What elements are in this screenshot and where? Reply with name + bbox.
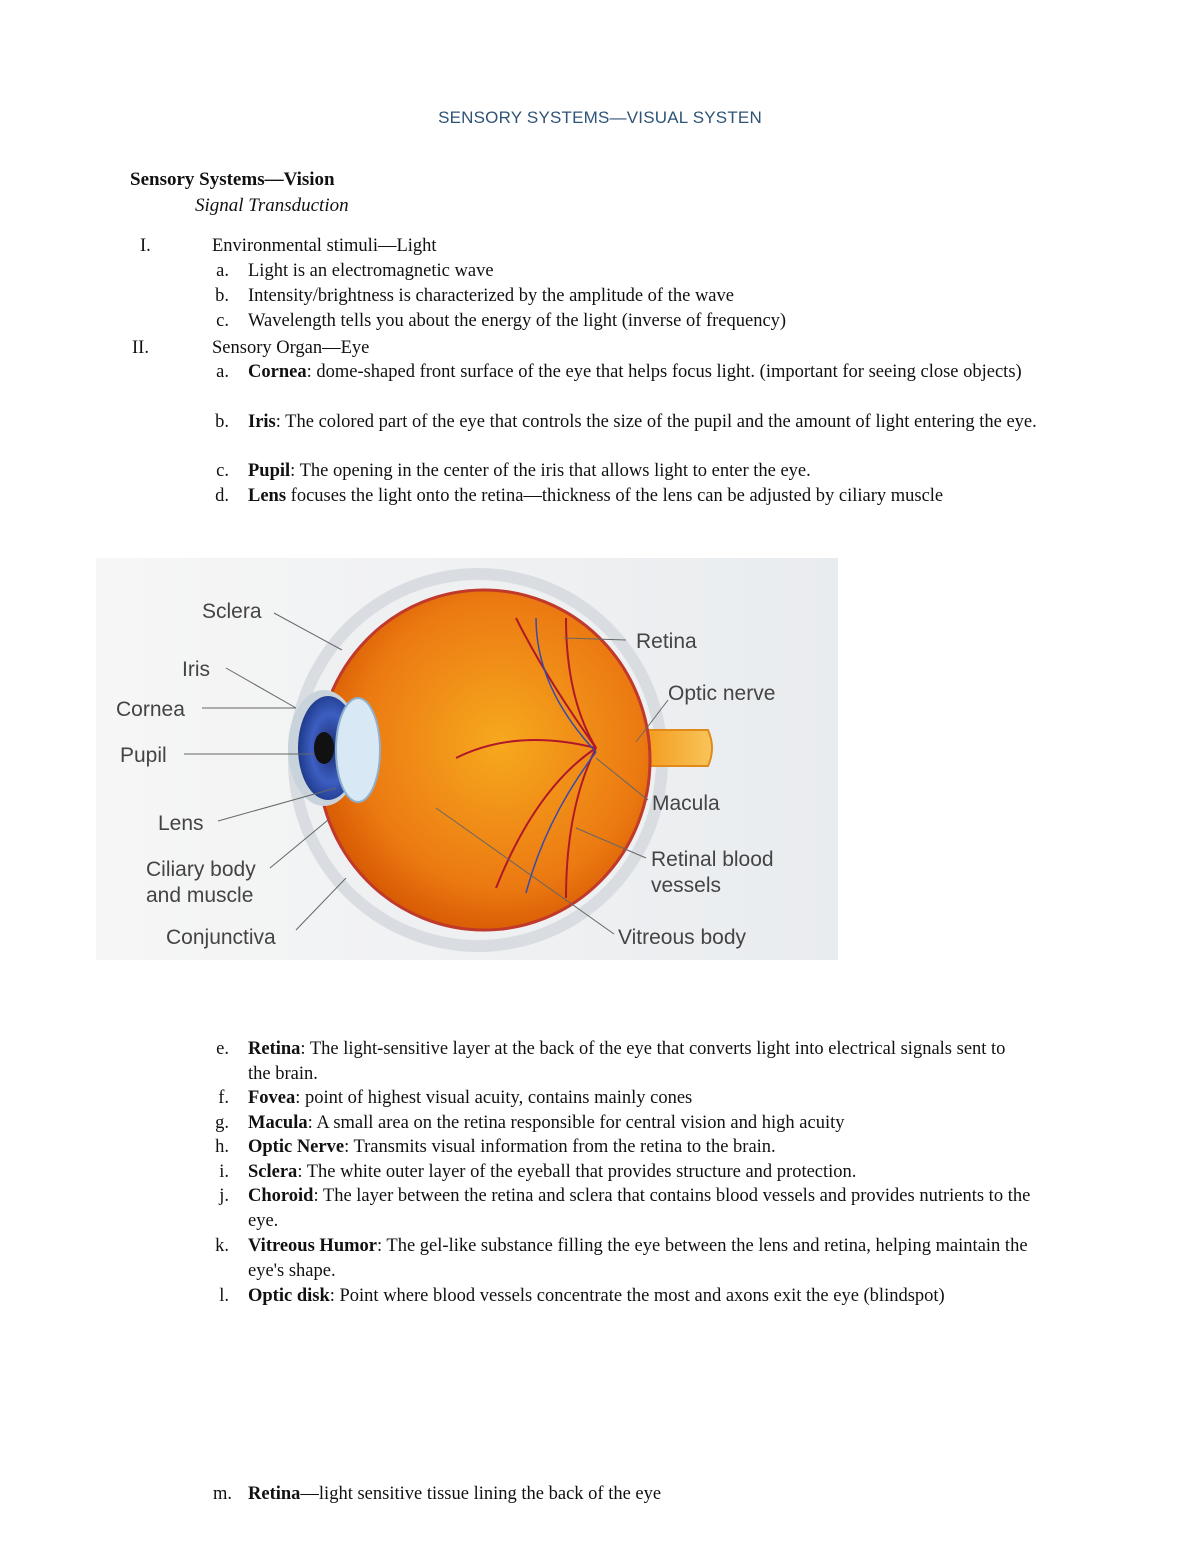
term: Macula — [248, 1113, 308, 1133]
term: Iris — [248, 412, 276, 432]
list-item — [248, 1160, 1108, 1185]
term: Lens — [248, 486, 287, 506]
term: Fovea — [248, 1088, 296, 1108]
section-heading: Sensory Systems—Vision — [130, 169, 335, 190]
definition: : A small area on the retina responsible for central vision and high acuity — [307, 1113, 845, 1133]
definition: : The colored part of the eye that controls the size of the pupil and the amount of light entering the eye. — [275, 412, 1037, 432]
list-item — [248, 1482, 1108, 1507]
list-marker: h. — [215, 1137, 229, 1157]
definition: : The white outer layer of the eyeball that provides structure and protection. — [297, 1162, 857, 1182]
label-lens: Lens — [158, 812, 204, 835]
term: Choroid — [248, 1186, 314, 1206]
list-marker: c. — [216, 461, 229, 481]
list-item — [248, 1234, 1058, 1284]
term: Cornea — [248, 362, 307, 382]
definition: focuses the light onto the retina—thickness of the lens can be adjusted by ciliary muscle — [286, 486, 944, 506]
section-subheading: Signal Transduction — [195, 195, 349, 216]
definition: : The opening in the center of the iris that allows light to enter the eye. — [290, 461, 811, 481]
term: Optic Nerve — [248, 1137, 345, 1157]
list-marker: a. — [216, 261, 229, 281]
eye-anatomy-diagram — [96, 558, 838, 960]
list-marker: b. — [215, 286, 229, 306]
label-sclera: Sclera — [202, 600, 262, 623]
roman-numeral-2: II. — [132, 338, 149, 358]
label-pupil: Pupil — [120, 744, 167, 767]
list-marker: f. — [218, 1088, 229, 1108]
label-optic-nerve: Optic nerve — [668, 682, 776, 705]
label-macula: Macula — [652, 792, 720, 815]
list-marker: d. — [215, 486, 229, 506]
lens-shape — [336, 698, 380, 802]
definition: : dome-shaped front surface of the eye that helps focus light. (important for seeing close objects) — [306, 362, 1022, 382]
definition: : The gel-like substance filling the eye between the lens and retina, helping maintain the eye's shape. — [248, 1236, 1028, 1281]
label-ciliary-muscle: and muscle — [146, 884, 254, 907]
definition: —light sensitive tissue lining the back of the eye — [300, 1484, 662, 1504]
list-marker: m. — [212, 1484, 232, 1504]
label-retinal-vessels: vessels — [651, 874, 722, 897]
list-marker: e. — [216, 1039, 229, 1059]
pupil-shape — [314, 732, 334, 764]
list-marker: k. — [215, 1236, 229, 1256]
list-item — [248, 459, 1108, 484]
list-item — [248, 1111, 1108, 1136]
list-marker: g. — [215, 1113, 229, 1133]
definition: : Point where blood vessels concentrate the most and axons exit the eye (blindspot) — [329, 1286, 945, 1306]
list-marker: c. — [216, 311, 229, 331]
list-marker: a. — [216, 362, 229, 382]
term: Optic disk — [248, 1286, 330, 1306]
label-retinal-blood: Retinal blood — [651, 848, 774, 871]
label-ciliary-body: Ciliary body — [146, 858, 256, 881]
term: Vitreous Humor — [248, 1236, 377, 1256]
list-item — [248, 484, 1108, 509]
list-item — [248, 1284, 978, 1309]
document-title: SENSORY SYSTEMS—VISUAL SYSTEN — [438, 108, 762, 127]
list-marker: j. — [219, 1186, 229, 1206]
label-iris: Iris — [182, 658, 210, 681]
term: Sclera — [248, 1162, 298, 1182]
roman-numeral-1: I. — [140, 236, 151, 256]
label-conjunctiva: Conjunctiva — [166, 926, 276, 949]
list-item: Wavelength tells you about the energy of the light (inverse of frequency) — [248, 311, 787, 331]
list-item: Intensity/brightness is characterized by the amplitude of the wave — [248, 286, 734, 306]
label-cornea: Cornea — [116, 698, 185, 721]
term: Pupil — [248, 461, 291, 481]
label-vitreous-body: Vitreous body — [618, 926, 747, 949]
list-item — [248, 410, 1108, 435]
label-retina: Retina — [636, 630, 697, 653]
list-item — [248, 1086, 1108, 1111]
list-marker: i. — [219, 1162, 229, 1182]
optic-nerve-shape — [644, 730, 712, 766]
term: Retina — [248, 1039, 301, 1059]
list-item — [248, 1184, 1038, 1234]
definition: : point of highest visual acuity, contains mainly cones — [295, 1088, 693, 1108]
list-item — [248, 1037, 1018, 1087]
list-item — [248, 360, 1108, 385]
outline-item-1: Environmental stimuli—Light — [212, 236, 437, 256]
definition: : The layer between the retina and sclera that contains blood vessels and provides nutrients to the eye. — [248, 1186, 1031, 1231]
list-marker: b. — [215, 412, 229, 432]
list-marker: l. — [219, 1286, 229, 1306]
definition: : The light-sensitive layer at the back of the eye that converts light into electrical signals sent to the brain. — [248, 1039, 1006, 1084]
list-item — [248, 1135, 1108, 1160]
outline-item-2: Sensory Organ—Eye — [212, 338, 370, 358]
term: Retina — [248, 1484, 301, 1504]
list-item: Light is an electromagnetic wave — [248, 261, 494, 281]
definition: : Transmits visual information from the retina to the brain. — [344, 1137, 776, 1157]
